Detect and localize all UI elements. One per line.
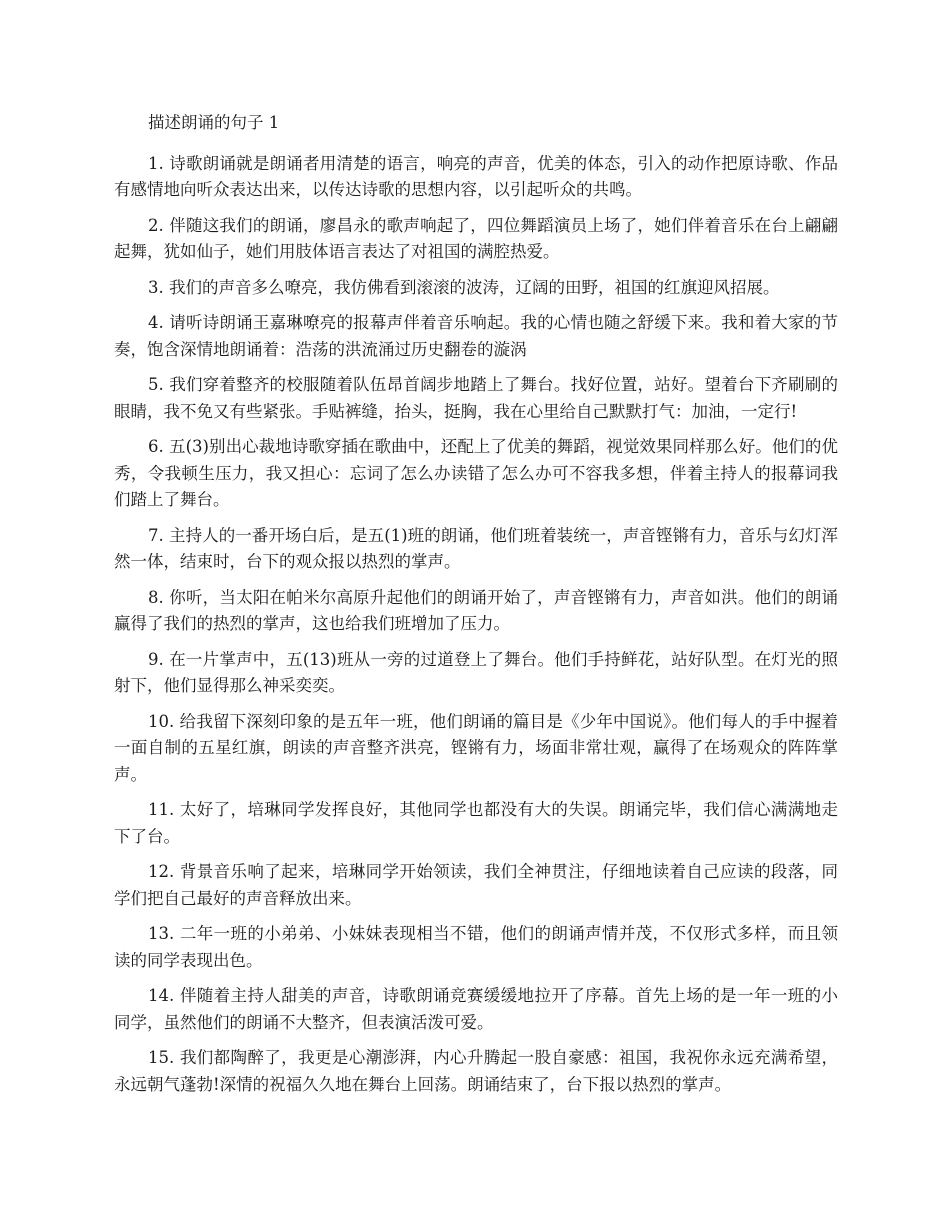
paragraph-13: 13. 二年一班的小弟弟、小妹妹表现相当不错，他们的朗诵声情并茂，不仅形式多样，而且领读的同学表现出色。: [114, 924, 838, 970]
paragraph-1: 1. 诗歌朗诵就是朗诵者用清楚的语言，响亮的声音，优美的体态，引入的动作把原诗歌、作品有感情地向听众表达出来，以传达诗歌的思想内容，以引起听众的共鸣。: [114, 153, 838, 199]
paragraph-7: 7. 主持人的一番开场白后，是五(1)班的朗诵，他们班着装统一，声音铿锵有力，音乐与幻灯浑然一体，结束时，台下的观众报以热烈的掌声。: [114, 525, 838, 571]
paragraph-4: 4. 请听诗朗诵王嘉琳嘹亮的报幕声伴着音乐响起。我的心情也随之舒缓下来。我和着大家的节奏，饱含深情地朗诵着：浩荡的洪流涌过历史翻卷的漩涡: [114, 313, 838, 359]
paragraph-8: 8. 你听，当太阳在帕米尔高原升起他们的朗诵开始了，声音铿锵有力，声音如洪。他们的朗诵赢得了我们的热烈的掌声，这也给我们班增加了压力。: [114, 587, 838, 633]
paragraph-5: 5. 我们穿着整齐的校服随着队伍昂首阔步地踏上了舞台。找好位置，站好。望着台下齐刷刷的眼睛，我不免又有些紧张。手贴裤缝，抬头，挺胸，我在心里给自己默默打气：加油，一定行!: [114, 375, 838, 421]
paragraph-12: 12. 背景音乐响了起来，培琳同学开始领读，我们全神贯注，仔细地读着自己应读的段落，同学们把自己最好的声音释放出来。: [114, 862, 838, 908]
paragraph-3: 3. 我们的声音多么嘹亮，我仿佛看到滚滚的波涛，辽阔的田野，祖国的红旗迎风招展。: [148, 277, 780, 297]
paragraph-9: 9. 在一片掌声中，五(13)班从一旁的过道登上了舞台。他们手持鲜花，站好队型。在灯光的照射下，他们显得那么神采奕奕。: [114, 649, 838, 695]
paragraph-10: 10. 给我留下深刻印象的是五年一班，他们朗诵的篇目是《少年中国说》。他们每人的手中握着一面自制的五星红旗，朗读的声音整齐洪亮，铿锵有力，场面非常壮观，赢得了在场观众的阵阵掌声。: [114, 711, 838, 784]
paragraph-15: 15. 我们都陶醉了，我更是心潮澎湃，内心升腾起一股自豪感：祖国，我祝你永远充满希望，永远朝气蓬勃!深情的祝福久久地在舞台上回荡。朗诵结束了，台下报以热烈的掌声。: [114, 1048, 838, 1094]
paragraph-6: 6. 五(3)别出心裁地诗歌穿插在歌曲中，还配上了优美的舞蹈，视觉效果同样那么好。他们的优秀，令我顿生压力，我又担心：忘词了怎么办读错了怎么办可不容我多想，伴着主持人的报幕词我们踏上了舞台。: [114, 437, 838, 509]
paragraph-14: 14. 伴随着主持人甜美的声音，诗歌朗诵竞赛缓缓地拉开了序幕。首先上场的是一年一班的小同学，虽然他们的朗诵不大整齐，但表演活泼可爱。: [114, 986, 838, 1032]
document-title: 描述朗诵的句子 1: [148, 113, 280, 132]
paragraph-11: 11. 太好了，培琳同学发挥良好，其他同学也都没有大的失误。朗诵完毕，我们信心满满地走下了台。: [114, 800, 838, 846]
paragraph-2: 2. 伴随这我们的朗诵，廖昌永的歌声响起了，四位舞蹈演员上场了，她们伴着音乐在台上翩翩起舞，犹如仙子，她们用肢体语言表达了对祖国的满腔热爱。: [114, 215, 838, 261]
document-body: [114, 110, 838, 1107]
